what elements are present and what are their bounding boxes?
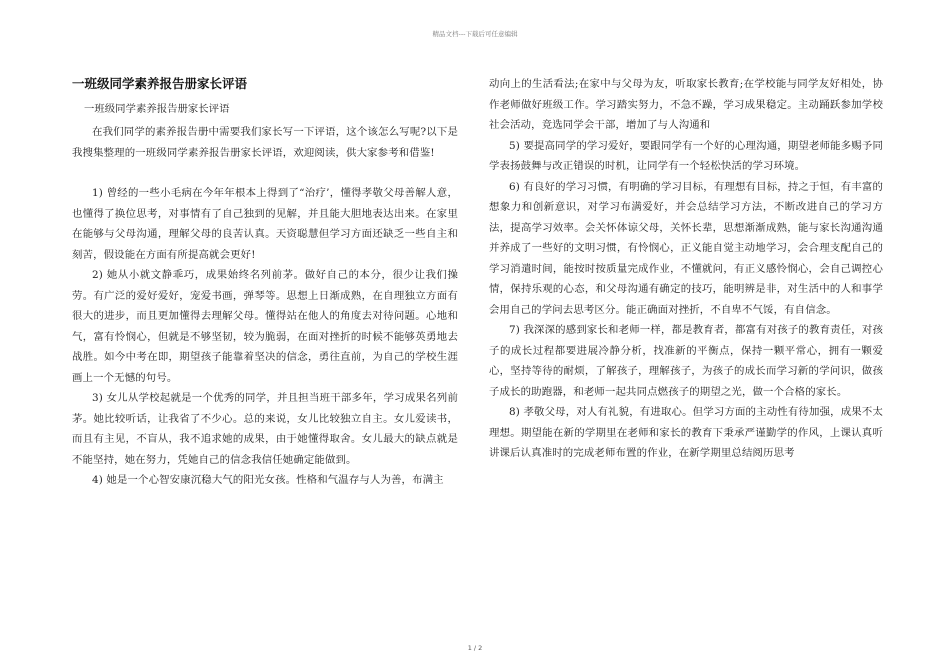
comment-item-7: 7) 我深深的感到家长和老师一样，都是教育者，都富有对孩子的教育责任，对孩子的成长过程都要进展冷静分析，找准新的平衡点，保持一颗平常心，拥有一颗爱心，坚持等待的耐烦，了解孩子，理解孩子，为孩子的成长而学习新的学问识，做孩子成长的助跑器，和老师一起共同点燃孩子的期望之光，做一个合格的家长。	[489, 324, 883, 398]
comment-item-1: 1) 曾经的一些小毛病在今年年根本上得到了“治疗’，懂得孝敬父母善解人意，也懂得了换位思考，对事情有了自己独到的见解，并且能大胆地表达出来。在家里在能够与父母沟通，理解父母的良苦认真。天资聪慧但学习方面还缺乏一些自主和刻苦，假设能在方面有所提高就会更好!	[72, 187, 458, 261]
right-column	[489, 74, 883, 464]
document-subtitle: 一班级同学素养报告册家长评语	[84, 103, 230, 115]
intro-paragraph: 在我们同学的素养报告册中需要我们家长写一下评语，这个该怎么写呢?以下是我搜集整理的一班级同学素养报告册家长评语，欢迎阅读，供大家参考和借鉴!	[72, 126, 458, 159]
page-number: 1 / 2	[467, 644, 483, 652]
comment-item-5: 5) 要提高同学的学习爱好，要跟同学有一个好的心理沟通，期望老师能多赐予同学表扬鼓舞与改正错误的时机，让同学有一个轻松快活的学习环境。	[489, 139, 883, 172]
comment-item-3: 3) 女儿从学校起就是一个优秀的同学，并且担当班干部多年，学习成果名列前茅。她比较听话，让我省了不少心。总的来说，女儿比较独立自主。女儿爱读书，而且有主见，不盲从，我不追求她的成果，由于她懂得取舍。女儿最大的缺点就是不能坚持，她在努力，凭她自己的信念我信任她确定能做到。	[72, 392, 458, 466]
document-title: 一班级同学素养报告册家长评语	[72, 76, 248, 91]
comment-item-4-continuation: 动向上的生活看法;在家中与父母为友，听取家长教育;在学校能与同学友好相处，协作老师做好班级工作。学习踏实努力，不急不躁，学习成果稳定。主动踊跃参加学校社会活动，竞选同学会干部，增加了与人沟通和	[489, 78, 883, 131]
header-note: 精品文档---下载后可任意编辑	[432, 30, 518, 38]
left-column	[72, 74, 458, 491]
comment-item-8: 8) 孝敬父母，对人有礼貌，有进取心。但学习方面的主动性有待加强，成果不太理想。期望能在新的学期里在老师和家长的教育下秉承严谨勤学的作风，上课认真听讲课后认真准时的完成老师布置的作业，在新学期里总结阅历思考	[489, 406, 883, 459]
comment-item-6: 6) 有良好的学习习惯，有明确的学习目标，有理想有目标，持之于恒，有丰富的想象力和创新意识，对学习布满爱好，并会总结学习方法，不断改进自己的学习方法，提高学习效率。会关怀体谅父母，关怀长辈，思想渐渐成熟，能与家长沟通沟通并养成了一些好的文明习惯，有怜悯心，正义能自觉主动地学习，会合理支配自己的学习消遣时间，能按时按质量完成作业，不懂就问，有正义感怜悯心，会自己调控心情，保持乐观的心态，和父母沟通有确定的技巧，能明辨是非，对生活中的人和事学会用自己的学问去思考区分。能正确面对挫折，不自卑不气馁，有自信念。	[489, 180, 883, 316]
comment-item-2: 2) 她从小就文静乖巧，成果始终名列前茅。做好自己的本分，很少让我们操劳。有广泛的爱好爱好，宠爱书画，弹琴等。思想上日渐成熟，在自理独立方面有很大的进步，而且更加懂得去理解父母。懂得站在他人的角度去对待问题。心地和气，富有怜悯心，但就是不够坚韧，较为脆弱，在面对挫折的时候不能够英勇地去战胜。如今中考在即，期望孩子能靠着坚决的信念，勇往直前，为自己的学校生涯画上一个无憾的句号。	[72, 269, 458, 384]
comment-item-4: 4) 她是一个心智安康沉稳大气的阳光女孩。性格和气温存与人为善，布满主	[92, 474, 444, 486]
